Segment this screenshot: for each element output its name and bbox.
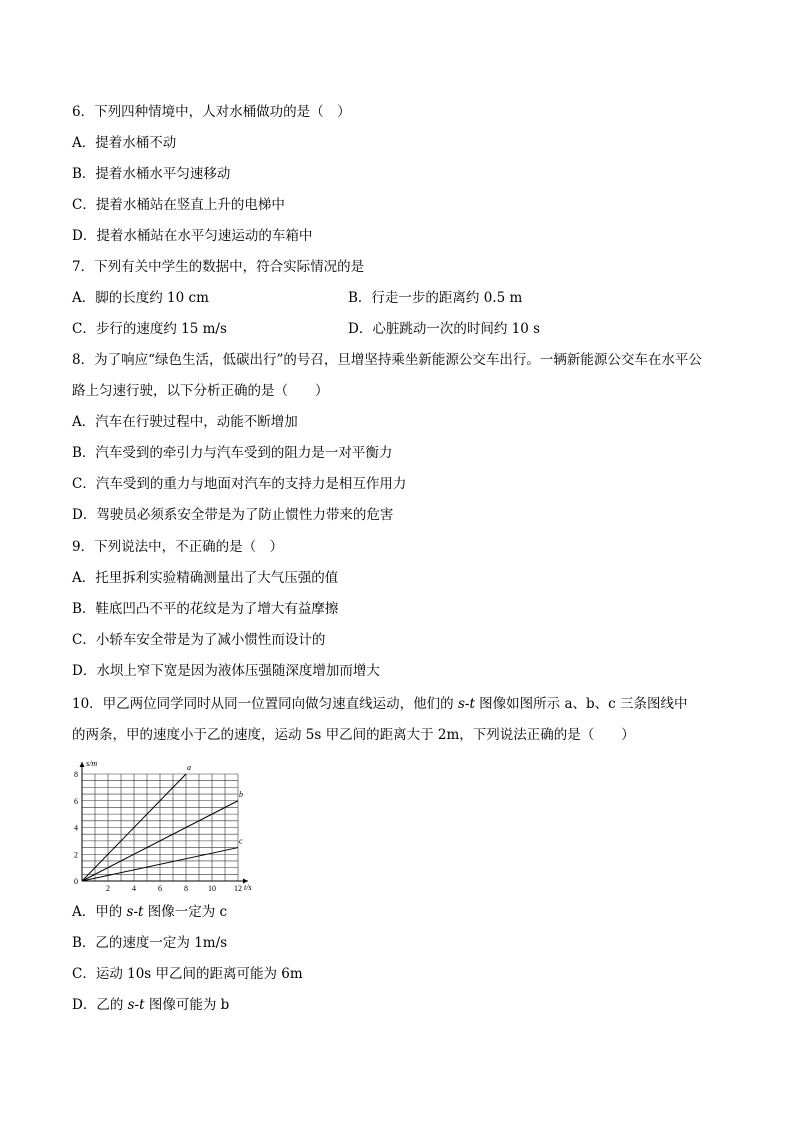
y-tick-label: 4	[74, 823, 78, 833]
q10-stem-post: 图像如图所示 a、b、c 三条图线中	[474, 696, 688, 712]
q10-option-d-post: 图像可能为 b	[144, 997, 230, 1013]
q10-option-d	[72, 990, 734, 1021]
x-tick-label: 6	[158, 884, 162, 893]
q6-option-a: A．提着水桶不动	[72, 135, 177, 151]
q10-option-a	[72, 897, 734, 928]
q8-option-d: D．驾驶员必须系安全带是为了防止惯性力带来的危害	[72, 507, 394, 523]
q8-stem-line2: 路上匀速行驶，以下分析正确的是（ ）	[72, 383, 329, 399]
q9-option-c: C．小轿车安全带是为了减小惯性而设计的	[72, 632, 326, 648]
q8-option-b: B．汽车受到的牵引力与汽车受到的阻力是一对平衡力	[72, 445, 393, 461]
q7-option-d: D．心脏跳动一次的时间约 10 s	[348, 321, 541, 337]
q6-option-b: B．提着水桶水平匀速移动	[72, 166, 231, 182]
q9-option-b: B．鞋底凹凸不平的花纹是为了增大有益摩擦	[72, 601, 339, 617]
y-axis-label: s/m	[86, 759, 98, 768]
q10-option-c: C．运动 10s 甲乙间的距离可能为 6m	[72, 966, 303, 982]
q7-option-b: B．行走一步的距离约 0.5 m	[348, 290, 523, 306]
q6-option-d: D．提着水桶站在水平匀速运动的车箱中	[72, 228, 313, 244]
x-tick-label: 10	[208, 884, 216, 893]
q7-stem: 7．下列有关中学生的数据中，符合实际情况的是	[72, 259, 365, 275]
y-tick-label: 2	[74, 850, 78, 860]
q6-option-c: C．提着水桶站在竖直上升的电梯中	[72, 197, 285, 213]
q9-option-d: D．水坝上窄下宽是因为液体压强随深度增加而增大	[72, 663, 380, 679]
q10-option-a-post: 图像一定为 c	[143, 904, 228, 920]
q9-stem: 9．下列说法中，不正确的是（ ）	[72, 539, 284, 555]
series-label-a: a	[187, 763, 191, 772]
x-tick-label: 4	[132, 884, 136, 893]
q8-stem-line1: 8．为了响应“绿色生活，低碳出行”的号召，旦增坚持乘坐新能源公交车出行。一辆新能源公交车在水平公	[72, 352, 702, 368]
q6-stem: 6．下列四种情境中，人对水桶做功的是（ ）	[72, 104, 351, 120]
q10-stem-line2: 的两条，甲的速度小于乙的速度，运动 5s 甲乙间的距离大于 2m，下列说法正确的是（ ）	[72, 727, 635, 743]
q10-option-d-pre: D．乙的	[72, 997, 128, 1013]
y-axis-arrow	[80, 762, 85, 767]
x-tick-label: 2	[106, 884, 110, 893]
q10-option-a-st: s-t	[126, 904, 144, 920]
y-tick-label: 8	[74, 770, 78, 779]
q7-option-a: A．脚的长度约 10 cm	[72, 290, 209, 306]
q10-option-a-pre: A．甲的	[72, 904, 127, 920]
series-label-c: c	[239, 836, 243, 846]
st-graph	[64, 756, 264, 896]
y-tick-label: 0	[74, 877, 78, 886]
y-tick-label: 6	[74, 796, 78, 806]
q7-option-c: C．步行的速度约 15 m/s	[72, 321, 227, 337]
x-tick-label: 8	[184, 884, 188, 893]
series-label-b: b	[239, 789, 243, 799]
q10-option-b: B．乙的速度一定为 1m/s	[72, 935, 228, 951]
q8-option-c: C．汽车受到的重力与地面对汽车的支持力是相互作用力	[72, 476, 407, 492]
x-tick-label: 12	[234, 884, 242, 893]
x-axis-label: t/s	[244, 883, 252, 892]
q10-st-label: s-t	[457, 696, 475, 712]
q7-row-cd	[72, 314, 732, 345]
q8-option-a: A．汽车在行驶过程中，动能不断增加	[72, 414, 298, 430]
q10-option-d-st: s-t	[127, 997, 145, 1013]
q7-row-ab	[72, 283, 732, 314]
q10-stem-pre: 10．甲乙两位同学同时从同一位置同向做匀速直线运动，他们的	[72, 696, 458, 712]
q9-option-a: A．托里拆利实验精确测量出了大气压强的值	[72, 570, 339, 586]
q10-stem-line1	[72, 689, 734, 720]
